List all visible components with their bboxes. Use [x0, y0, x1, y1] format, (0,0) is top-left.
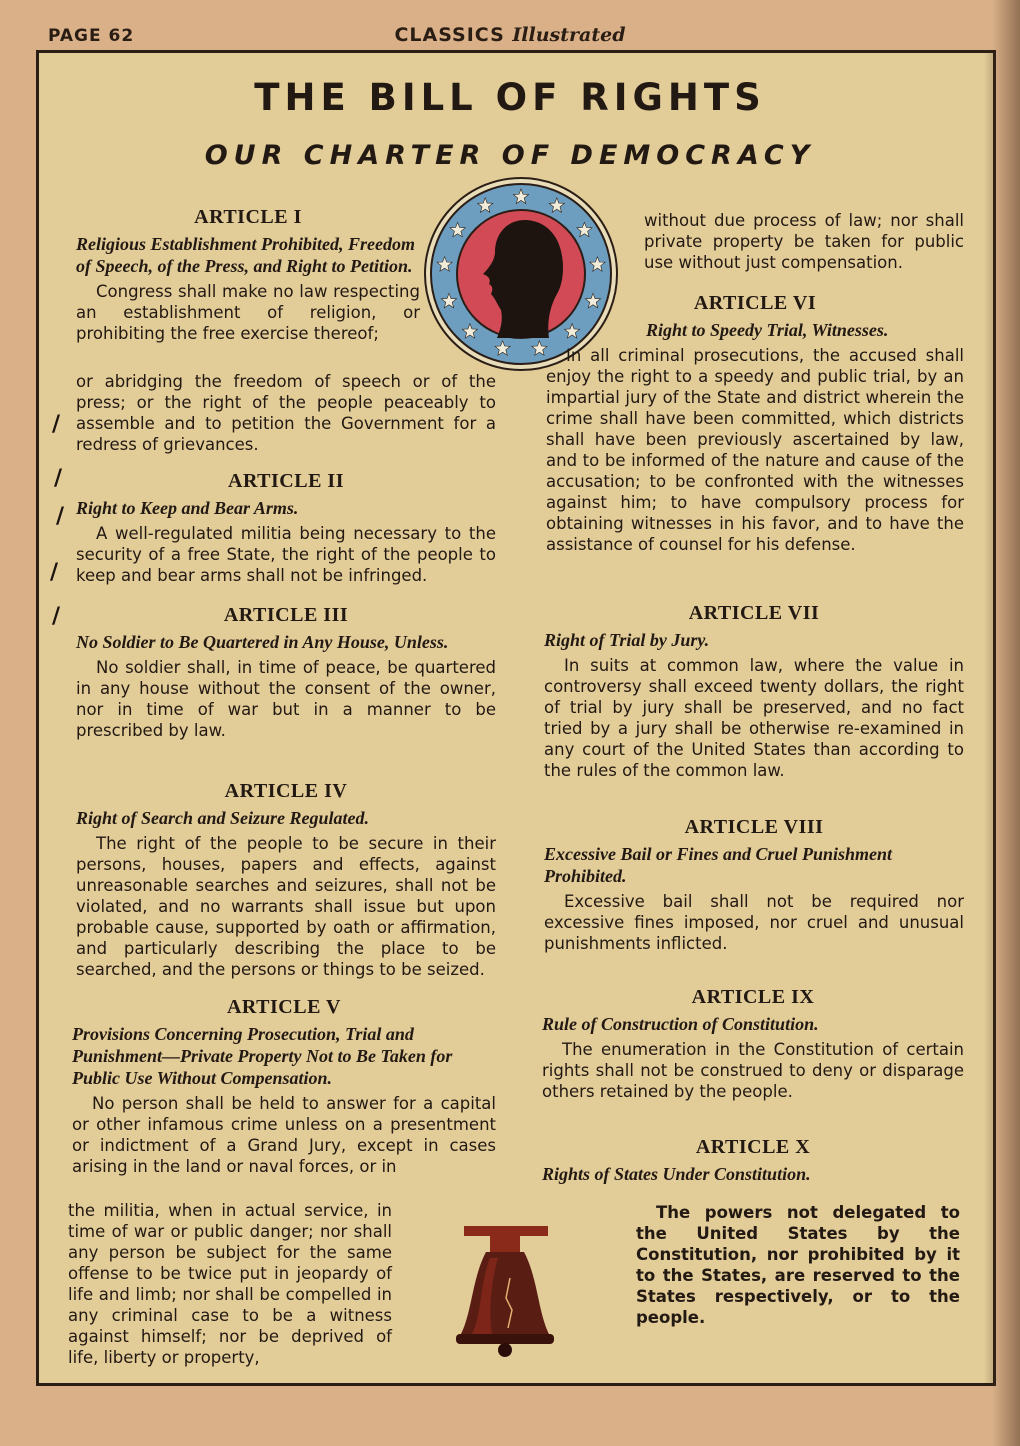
- article-heading: ARTICLE VII: [688, 602, 820, 624]
- article-body: In all criminal prosecutions, the accused shall enjoy the right to a speedy and public trial, by an impartial jury of the State and district wherein the crime shall have been committed, which districts shall have been previously ascertained by law, and to be informed of the nature and cause of the accusation; to be confronted with the witnesses against him; to have compulsory process for obtaining witnesses in his favor, and to have the assistance of counsel for his defense.: [546, 346, 964, 554]
- article-5-continued: [68, 1200, 392, 1368]
- article-subtitle: Right to Keep and Bear Arms.: [76, 498, 299, 518]
- pencil-mark: /: [56, 504, 65, 529]
- article-body-continued: or abridging the freedom of speech or of the press; or the right of the people peaceably to assemble and to petition the Government for a redress of grievances.: [76, 372, 496, 454]
- article-subtitle: Right of Trial by Jury.: [544, 630, 710, 650]
- article-heading: ARTICLE V: [226, 996, 341, 1018]
- article-body: A well-regulated militia being necessary to the security of a free State, the right of the people to keep and bear arms shall not be infringed.: [76, 524, 496, 585]
- article-10: [542, 1136, 964, 1189]
- article-heading: ARTICLE III: [223, 604, 349, 626]
- article-body-continued: the militia, when in actual service, in time of war or public danger; nor shall any person be subject for the same offense to be twice put in jeopardy of life and limb; nor shall be compelled in any criminal case to be a witness against himself; nor be deprived of life, liberty or property,: [68, 1201, 392, 1367]
- article-3: [76, 604, 496, 741]
- article-heading: ARTICLE VI: [693, 292, 817, 314]
- page-number: PAGE 62: [48, 26, 135, 46]
- article-body: Congress shall make no law respecting an establishment of religion, or prohibiting the free exercise thereof;: [76, 282, 420, 343]
- article-body: The powers not delegated to the United States by the Constitution, nor prohibited by it to the States, are reserved to the States respectively, or to the people.: [636, 1203, 960, 1327]
- article-7: [544, 602, 964, 781]
- article-9: [542, 986, 964, 1102]
- article-heading: ARTICLE X: [695, 1136, 811, 1158]
- article-body: No person shall be held to answer for a capital or other infamous crime unless on a presentment or indictment of a Grand Jury, except in cases arising in the land or naval forces, or in: [72, 1094, 496, 1176]
- liberty-bell-icon: [450, 1218, 560, 1358]
- article-1-continued: [76, 371, 496, 455]
- article-subtitle: Right to Speedy Trial, Witnesses.: [646, 320, 889, 340]
- article-body: The enumeration in the Constitution of certain rights shall not be construed to deny or disparage others retained by the people.: [542, 1040, 964, 1101]
- article-2: [76, 470, 496, 586]
- page-fold-shadow: [992, 0, 1020, 1446]
- article-heading: ARTICLE VIII: [684, 816, 824, 838]
- article-heading: ARTICLE II: [228, 470, 344, 492]
- article-heading: ARTICLE IX: [691, 986, 815, 1008]
- series-name: CLASSICS: [394, 24, 505, 46]
- article-10-body: [636, 1202, 960, 1328]
- article-4: [76, 780, 496, 980]
- article-subtitle: Excessive Bail or Fines and Cruel Punishment Prohibited.: [544, 844, 893, 886]
- article-body: No soldier shall, in time of peace, be quartered in any house without the consent of the owner, nor in time of war but in a manner to be prescribed by law.: [76, 658, 496, 740]
- pencil-mark: /: [52, 604, 61, 629]
- article-subtitle: Provisions Concerning Prosecution, Trial and Punishment—Private Property Not to Be Taken for Public Use Without Compensation.: [72, 1024, 453, 1088]
- pencil-mark: /: [50, 560, 59, 585]
- page-subtitle: OUR CHARTER OF DEMOCRACY: [204, 140, 816, 171]
- series-italic: Illustrated: [512, 24, 626, 46]
- page-title: THE BILL OF RIGHTS: [254, 76, 766, 119]
- article-heading: ARTICLE I: [194, 206, 302, 228]
- article-body: In suits at common law, where the value in controversy shall exceed twenty dollars, the right of trial by jury shall be preserved, and no fact tried by a jury shall be otherwise re-examined in any court of the United States than according to the rules of the common law.: [544, 656, 964, 780]
- article-subtitle: Right of Search and Seizure Regulated.: [76, 808, 370, 828]
- article-body: The right of the people to be secure in their persons, houses, papers and effects, against unreasonable searches and seizures, shall not be violated, and no warrants shall issue but upon probable cause, supported by oath or affirmation, and particularly describing the place to be searched, and the persons or things to be seized.: [76, 834, 496, 979]
- article-body-conclusion: without due process of law; nor shall private property be taken for public use without just compensation.: [644, 211, 964, 272]
- article-1: [76, 206, 420, 344]
- article-5: [72, 996, 496, 1177]
- article-body: Excessive bail shall not be required nor excessive fines imposed, nor cruel and unusual punishments inflicted.: [544, 892, 964, 953]
- article-subtitle: No Soldier to Be Quartered in Any House, Unless.: [76, 632, 449, 652]
- article-6: [546, 292, 964, 555]
- article-5-conclusion: [644, 210, 964, 273]
- article-subtitle: Rule of Construction of Constitution.: [542, 1014, 819, 1034]
- article-subtitle: Religious Establishment Prohibited, Freedom of Speech, of the Press, and Right to Petition.: [76, 234, 416, 276]
- running-head: [0, 24, 1020, 46]
- article-heading: ARTICLE IV: [224, 780, 348, 802]
- article-subtitle: Rights of States Under Constitution.: [542, 1164, 811, 1184]
- article-8: [544, 816, 964, 954]
- pencil-mark: /: [54, 466, 63, 491]
- pencil-mark: /: [52, 412, 61, 437]
